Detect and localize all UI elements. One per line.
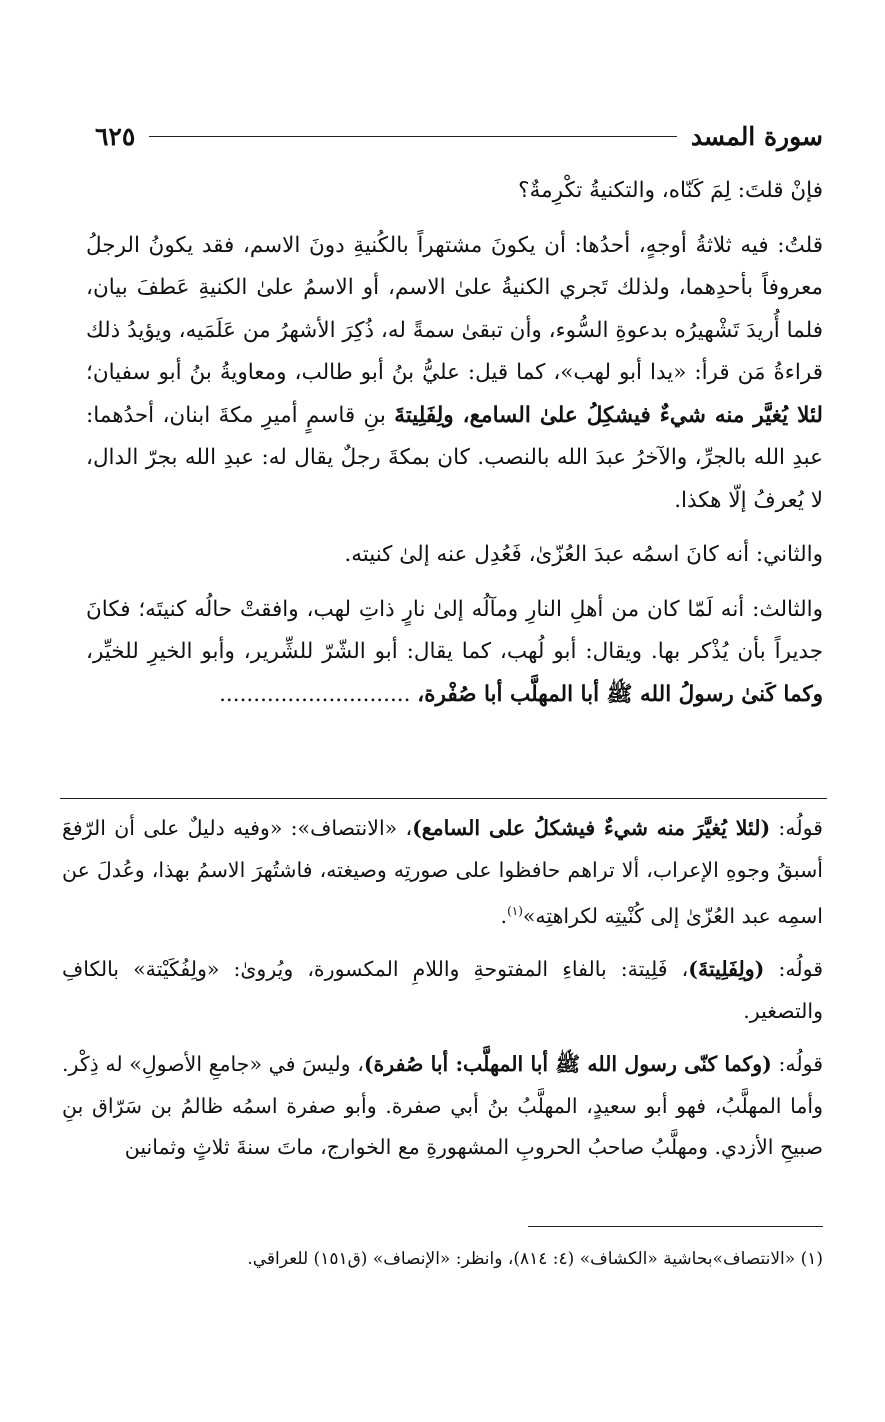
text-run: ، فَلِيتة: بالفاءِ المفتوحةِ واللامِ المكسورة، ويُروىٰ: «ولِفُكَيْتة» بالكافِ والتصغير. — [62, 957, 823, 1023]
bold-quote: (لئلا يُغيَّرَ منه شيءٌ فيشكلُ على السامع) — [412, 816, 771, 840]
paragraph-third-reason — [86, 589, 823, 717]
footnote-divider — [528, 1226, 823, 1227]
commentary-section — [62, 808, 823, 1181]
footnote: (١) «الانتصاف»بحاشية «الكشاف» (٤: ٨١٤)، وانظر: «الإنصاف» (ق١٥١) للعراقي. — [247, 1249, 823, 1269]
bold-quote: وكما كَنىٰ رسولُ الله ﷺ أبا المهلَّب أبا صُفْرة، — [417, 681, 823, 707]
page-number: ٦٢٥ — [95, 121, 136, 151]
page-header — [95, 118, 823, 154]
commentary-divider — [60, 798, 827, 799]
surah-title: سورة المسد — [690, 121, 823, 151]
text-run: ، «الانتصاف»: «وفيه دليلٌ على أن الرّفعَ أسبقُ وجوهِ الإعراب، ألا تراهم حافظوا على صورتِه وصيغته، فاشتُهرَ الاسمُ بهذا، وعُدلَ عن اسمِه عبد العُزّىٰ إلى كُنْيتِه لكراهتِه» — [62, 816, 823, 928]
commentary-paragraph-1 — [62, 808, 823, 937]
text-run: فإنْ قلتَ: لِمَ كَنّاه، والتكنيةُ تكْرِمةٌ؟ — [518, 178, 823, 203]
commentary-paragraph-3 — [62, 1044, 823, 1169]
paragraph-question — [86, 170, 823, 213]
text-run: والثاني: أنه كانَ اسمُه عبدَ العُزّىٰ، فَعُدِل عنه إلىٰ كنيته. — [344, 542, 823, 567]
dotted-leader: ............................ — [219, 681, 418, 707]
bold-quote: (وكما كنّى رسول الله ﷺ أبا المهلَّب: أبا صُفرة) — [363, 1052, 772, 1077]
text-run: قولُه: — [770, 816, 823, 840]
text-run: . — [500, 903, 508, 928]
text-run: قولُه: — [771, 1052, 823, 1077]
commentary-paragraph-2 — [62, 949, 823, 1032]
text-run: ، وليسَ في «جامعِ الأصولِ» له ذِكْر. وأما المهلَّبُ، فهو أبو سعيدٍ، المهلَّبُ بنُ أبي صفرة. وأبو صفرة اسمُه ظالمُ بن سَرّاق بنِ صبيحِ الأزدي. ومهلَّبُ صاحبُ الحروبِ المشهورةِ مع الخوارج، ماتَ سنةَ ثلاثٍ وثمانين — [62, 1052, 823, 1160]
main-text — [86, 170, 823, 724]
paragraph-second-reason — [86, 534, 823, 577]
text-run: قلتُ: فيه ثلاثةُ أوجهٍ، أحدُها: أن يكونَ مشتهراً بالكُنيةِ دونَ الاسم، فقد يكونُ الرجلُ معروفاً بأحدِهما، ولذلك تَجري الكنيةُ علىٰ الاسم، أو الاسمُ علىٰ الكنيةِ عَطفَ بيان، فلما أُريدَ تَشْهيرُه بدعوةِ السُّوء، وأن تبقىٰ سمةً له، ذُكِرَ الأشهرُ من عَلَمَيه، ويؤيدُ ذلك قراءةُ مَن قرأ: «يدا أبو لهب»، كما قيل: عليُّ بنُ أبو طالب، ومعاويةُ بنُ أبو سفيان؛ — [86, 232, 823, 385]
text-run: بنِ قاسمٍ أميرِ مكةَ ابنان، أحدُهما: عبدِ الله بالجرِّ، والآخرُ عبدَ الله بالنصب. كان بمكةَ رجلٌ يقال له: عبدِ الله بجرّ الدال، لا يُعرفُ إلّا هكذا. — [86, 402, 823, 513]
footnote-marker: (١) — [507, 904, 523, 918]
text-run: قولُه: — [764, 957, 823, 982]
paragraph-answer-first — [86, 225, 823, 523]
header-rule — [149, 136, 677, 137]
bold-quote: لئلا يُغيَّر منه شيءٌ فيشكِلُ علىٰ السامع، ولِفَلِيتةَ — [394, 402, 823, 428]
text-run: والثالث: أنه لَمّا كان من أهلِ النارِ ومآلُه إلىٰ نارٍ ذاتِ لهب، وافقتْ حالُه كنيتَه؛ فكانَ جديراً بأن يُذْكر بها. ويقال: أبو لُهب، كما يقال: أبو الشّرّ للشِّرير، وأبو الخيرِ للخيِّر، — [86, 596, 823, 664]
bold-quote: (ولِفَلِيتةَ) — [688, 957, 765, 982]
